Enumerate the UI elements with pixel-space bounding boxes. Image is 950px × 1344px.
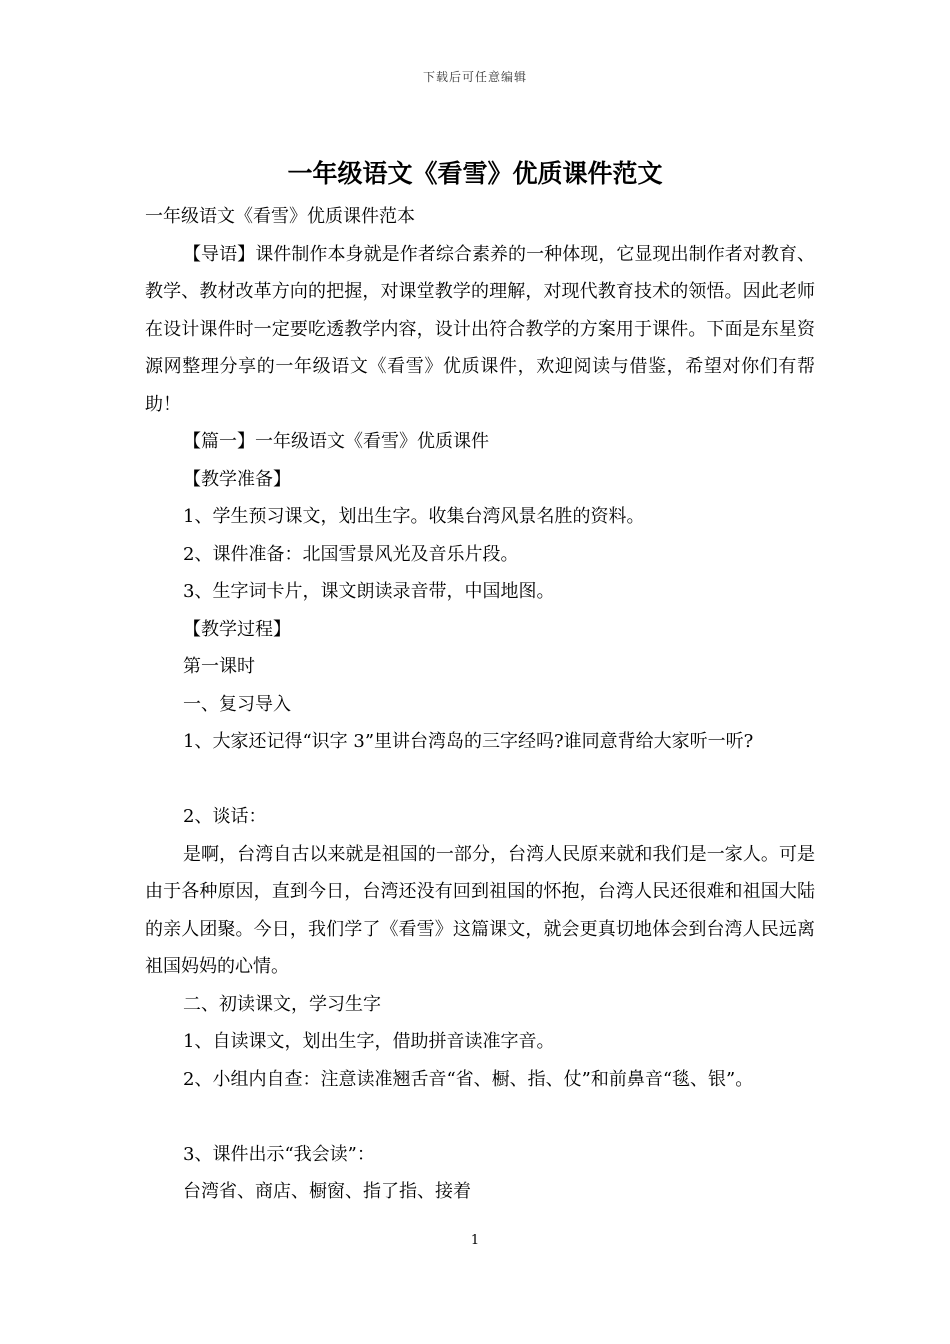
- page-number: 1: [470, 1233, 480, 1248]
- list-item: 1、学生预习课文，划出生字。收集台湾风景名胜的资料。: [183, 506, 645, 527]
- subtitle-paragraph: 一年级语文《看雪》优质课件范本: [145, 206, 415, 227]
- word-list: 台湾省、商店、橱窗、指了指、接着: [183, 1181, 471, 1202]
- list-item: 1、大家还记得“识字 3”里讲台湾岛的三字经吗?谁同意背给大家听一听?: [183, 731, 754, 752]
- process-heading: 【教学过程】: [183, 618, 291, 640]
- intro-paragraph: 【导语】课件制作本身就是作者综合素养的一种体现，它显现出制作者对教育、教学、教材改革方向的把握，对课堂教学的理解，对现代教育技术的领悟。因此老师在设计课件时一定要吃透教学内容，设计出符合教学的方案用于课件。下面是东星资源网整理分享的一年级语文《看雪》优质课件，欢迎阅读与借鉴，希望对你们有帮助！: [145, 243, 815, 415]
- list-item: 3、生字词卡片，课文朗读录音带，中国地图。: [183, 581, 555, 602]
- body-paragraph: 是啊，台湾自古以来就是祖国的一部分，台湾人民原来就和我们是一家人。可是由于各种原因，直到今日，台湾还没有回到祖国的怀抱，台湾人民还很难和祖国大陆的亲人团聚。今日，我们学了《看雪》这篇课文，就会更真切地体会到台湾人民远离祖国妈妈的心情。: [145, 843, 815, 977]
- list-item: 3、课件出示“我会读”：: [183, 1143, 375, 1165]
- step-heading: 一、复习导入: [183, 693, 291, 715]
- document-body: [145, 198, 815, 1211]
- list-item: 2、谈话：: [183, 806, 267, 827]
- section-heading: 【篇一】一年级语文《看雪》优质课件: [183, 431, 489, 452]
- list-item: 2、小组内自查：注意读准翘舌音“省、橱、指、仗”和前鼻音“毯、银”。: [183, 1068, 754, 1090]
- list-item: 1、自读课文，划出生字，借助拼音读准字音。: [183, 1031, 555, 1052]
- blank-line: [145, 761, 815, 799]
- list-item: 2、课件准备：北国雪景风光及音乐片段。: [183, 543, 519, 565]
- page-header-note: 下载后可任意编辑: [422, 70, 527, 84]
- document-title: 一年级语文《看雪》优质课件范文: [287, 159, 663, 188]
- blank-line: [145, 1098, 815, 1136]
- lesson-heading: 第一课时: [183, 656, 255, 677]
- prep-heading: 【教学准备】: [183, 468, 291, 490]
- step-heading: 二、初读课文，学习生字: [183, 993, 381, 1015]
